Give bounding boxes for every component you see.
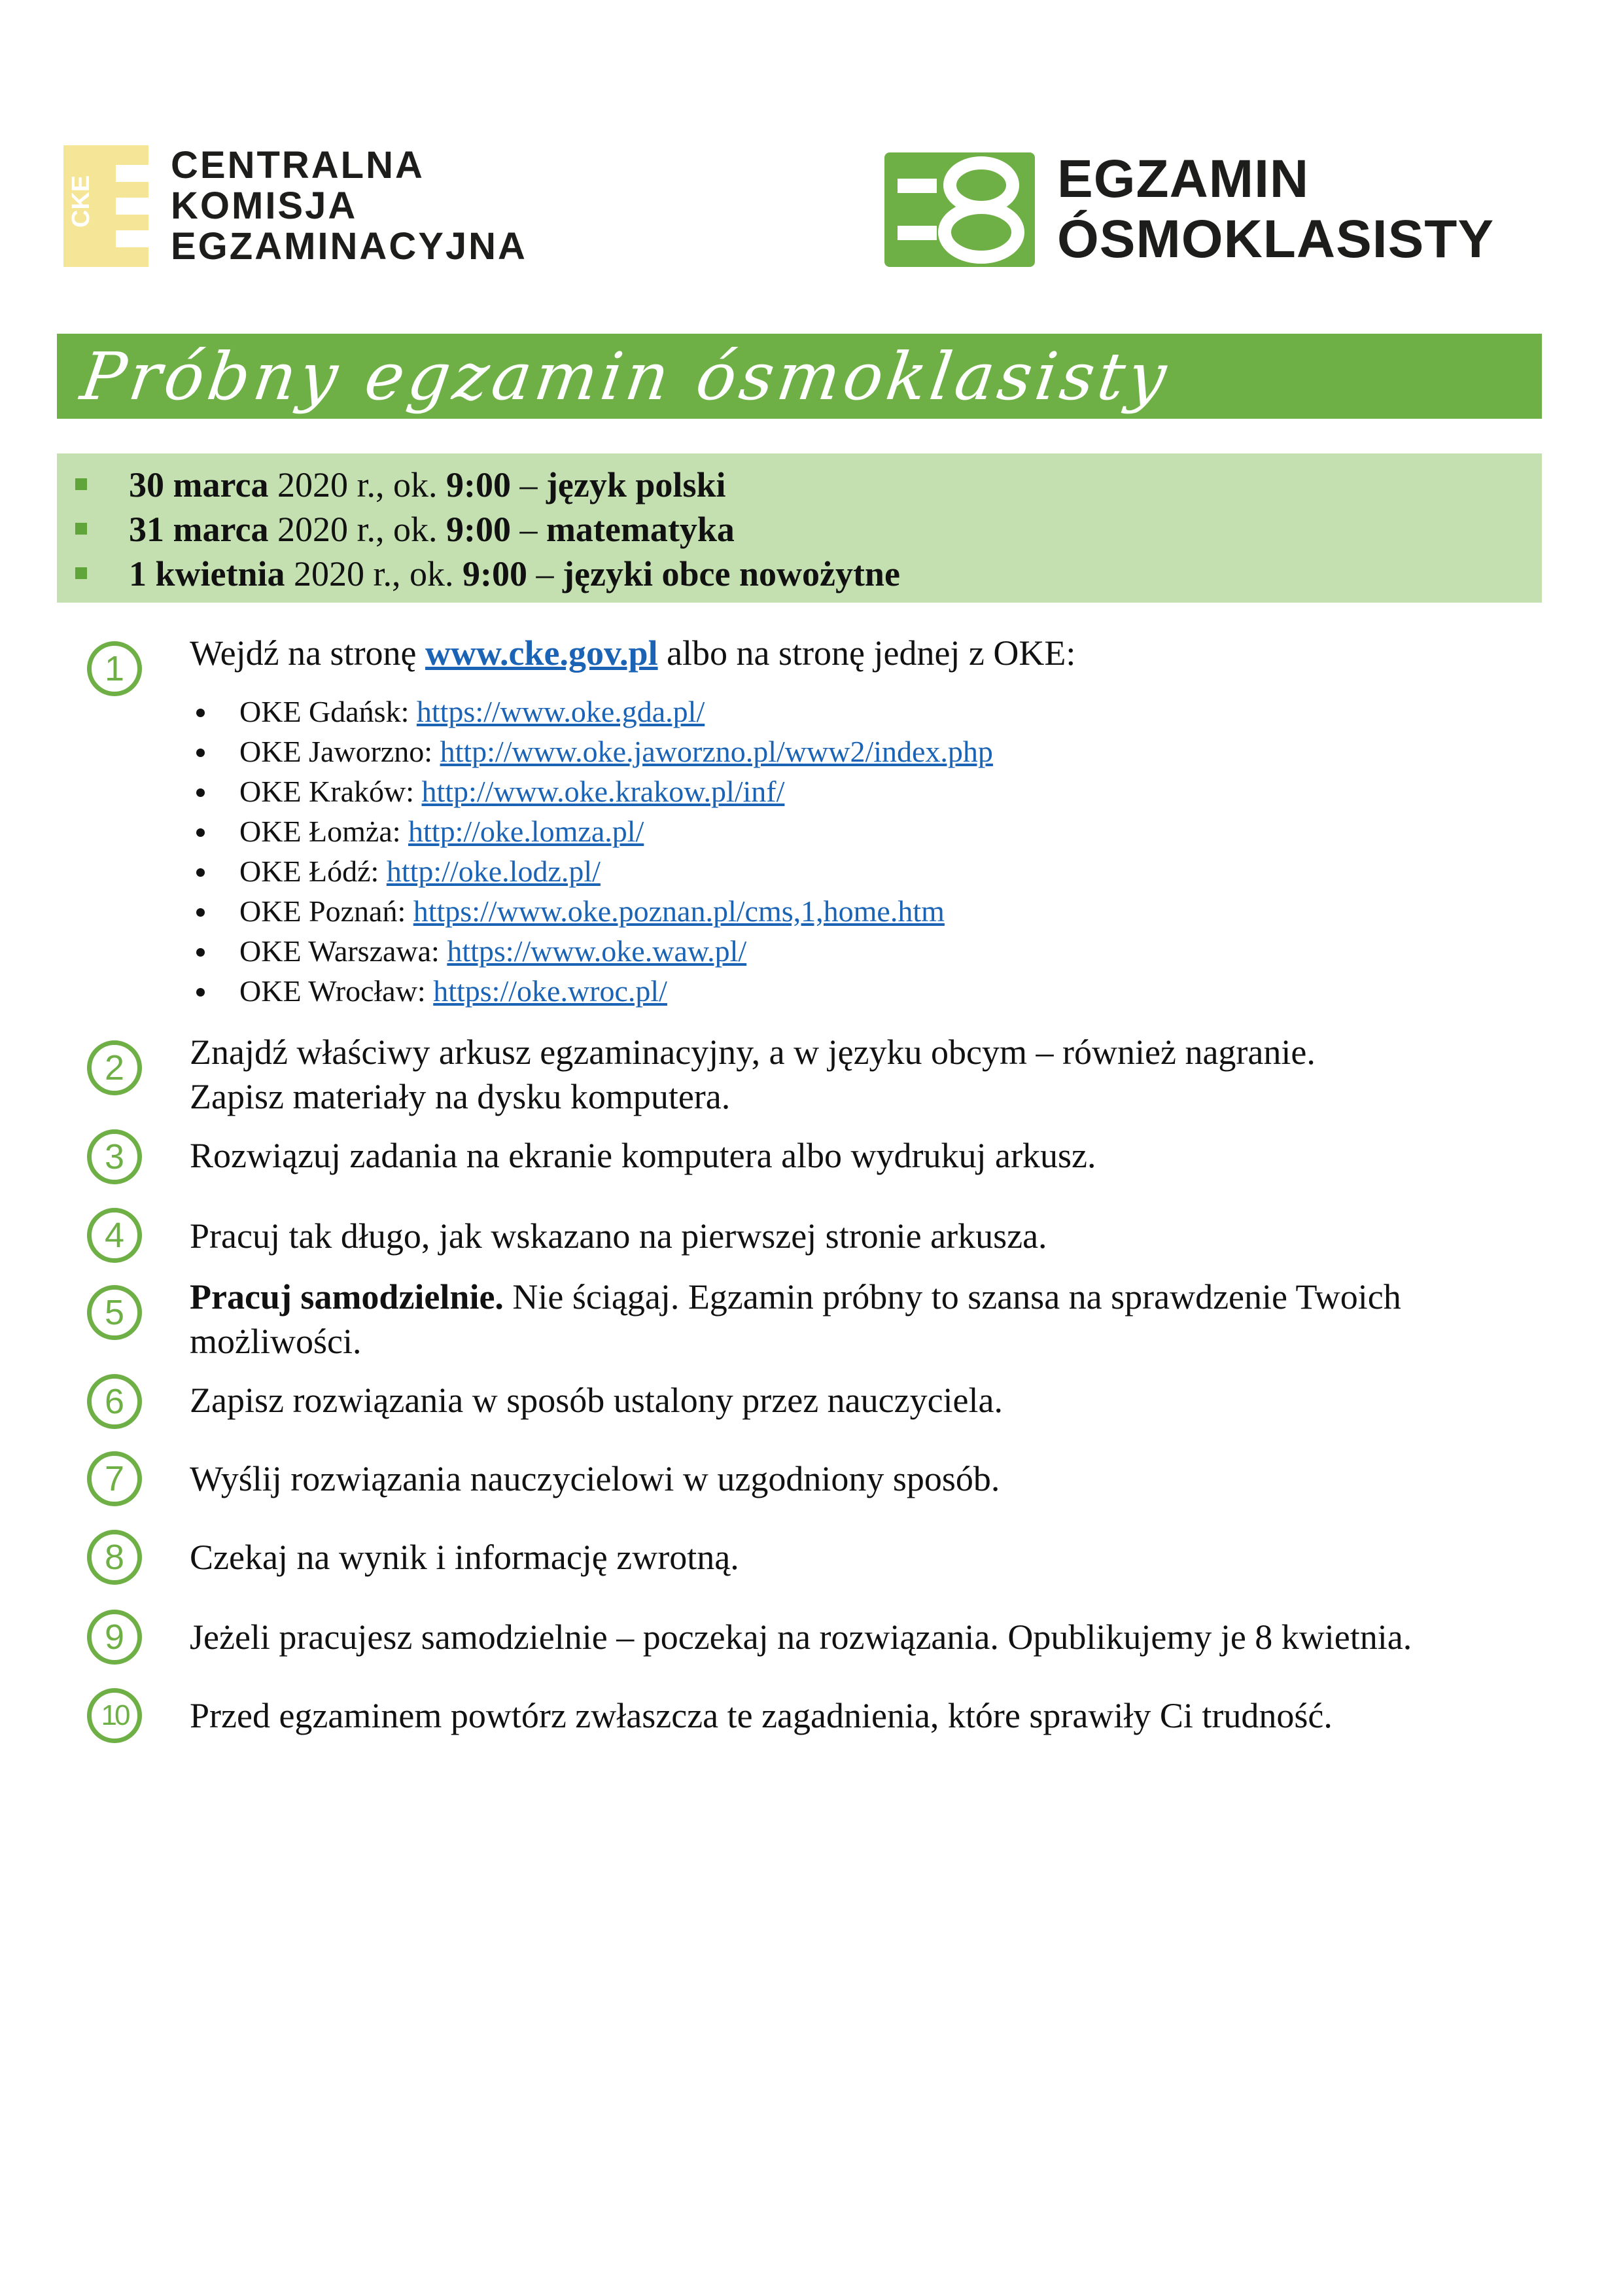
step-6: Zapisz rozwiązania w sposób ustalony przez nauczyciela.	[190, 1381, 1003, 1420]
list-item	[190, 811, 1433, 851]
cke-logo-mark	[63, 145, 148, 267]
oke-link[interactable]: https://www.oke.waw.pl/	[447, 934, 747, 968]
page-title: Próbny egzamin ósmoklasisty	[76, 338, 1175, 415]
list-item	[190, 931, 1433, 971]
step-1	[190, 631, 1537, 675]
step-number-1: 1	[87, 641, 142, 696]
bullet-icon	[196, 908, 205, 917]
cke-logo-text	[171, 145, 527, 267]
square-bullet-icon	[75, 567, 87, 579]
cke-line-2: KOMISJA	[171, 185, 358, 227]
e8-line-2: ÓSMOKLASISTY	[1057, 209, 1495, 269]
square-bullet-icon	[75, 523, 87, 535]
schedule-row	[129, 552, 1542, 596]
oke-name: OKE Wrocław:	[239, 974, 434, 1008]
schedule-year: 2020 r., ok.	[285, 554, 463, 593]
e8-line-1: EGZAMIN	[1057, 149, 1310, 209]
cke-logo	[63, 145, 527, 267]
list-item	[190, 732, 1433, 771]
e8-logo-text	[1057, 149, 1494, 270]
step-5-line-2: możliwości.	[190, 1322, 362, 1361]
cke-mark-text: CKE	[67, 175, 95, 228]
step-2-line-2: Zapisz materiały na dysku komputera.	[190, 1077, 731, 1116]
step-number-4: 4	[87, 1208, 142, 1263]
bullet-icon	[196, 749, 205, 757]
step-number-3: 3	[87, 1129, 142, 1184]
step-number-7: 7	[87, 1451, 142, 1506]
step-5-bold: Pracuj samodzielnie.	[190, 1277, 504, 1316]
schedule-row	[129, 507, 1542, 552]
schedule-time: 9:00	[445, 510, 511, 549]
step-number-9: 9	[87, 1610, 142, 1665]
step-3: Rozwiązuj zadania na ekranie komputera albo wydrukuj arkusz.	[190, 1136, 1096, 1175]
oke-link[interactable]: https://www.oke.gda.pl/	[416, 695, 705, 728]
exam-schedule	[57, 453, 1542, 603]
schedule-date: 30 marca	[129, 465, 269, 504]
step-5-line-1: Nie ściągaj. Egzamin próbny to szansa na sprawdzenie Twoich	[503, 1277, 1401, 1316]
oke-name: OKE Kraków:	[239, 775, 422, 808]
oke-name: OKE Poznań:	[239, 894, 413, 928]
step-number-8: 8	[87, 1530, 142, 1585]
bullet-icon	[196, 709, 205, 717]
e8-logo-mark	[884, 152, 1035, 267]
step-number-2: 2	[87, 1040, 142, 1095]
oke-name: OKE Jaworzno:	[239, 735, 440, 768]
cke-line-3: EGZAMINACYJNA	[171, 225, 527, 268]
oke-link[interactable]: http://www.oke.jaworzno.pl/www2/index.php	[440, 735, 993, 768]
e8-logo	[884, 150, 1494, 268]
schedule-subject: język polski	[546, 465, 726, 504]
schedule-sep: –	[527, 554, 563, 593]
schedule-sep: –	[510, 465, 546, 504]
step-9: Jeżeli pracujesz samodzielnie – poczekaj na rozwiązania. Opublikujemy je 8 kwietnia.	[190, 1617, 1412, 1657]
square-bullet-icon	[75, 478, 87, 490]
schedule-date: 1 kwietnia	[129, 554, 285, 593]
step-4: Pracuj tak długo, jak wskazano na pierwszej stronie arkusza.	[190, 1216, 1047, 1256]
bullet-icon	[196, 988, 205, 997]
oke-link[interactable]: http://oke.lomza.pl/	[408, 815, 644, 848]
schedule-time: 9:00	[462, 554, 528, 593]
oke-link[interactable]: https://www.oke.poznan.pl/cms,1,home.htm	[413, 894, 945, 928]
oke-list	[190, 692, 1433, 1011]
bullet-icon	[196, 948, 205, 957]
oke-name: OKE Łódź:	[239, 855, 387, 888]
step-number-5: 5	[87, 1285, 142, 1340]
step-1-post: albo na stronę jednej z OKE:	[657, 633, 1076, 673]
list-item	[190, 891, 1433, 931]
schedule-row	[129, 463, 1542, 507]
bullet-icon	[196, 788, 205, 797]
step-5	[190, 1275, 1537, 1364]
schedule-time: 9:00	[445, 465, 511, 504]
step-number-6: 6	[87, 1374, 142, 1429]
step-number-10: 10	[87, 1688, 142, 1743]
oke-name: OKE Łomża:	[239, 815, 409, 848]
oke-link[interactable]: http://oke.lodz.pl/	[386, 855, 601, 888]
step-8: Czekaj na wynik i informację zwrotną.	[190, 1538, 739, 1577]
oke-link[interactable]: http://www.oke.krakow.pl/inf/	[421, 775, 785, 808]
schedule-year: 2020 r., ok.	[268, 465, 446, 504]
schedule-date: 31 marca	[129, 510, 269, 549]
title-banner	[57, 334, 1542, 419]
list-item	[190, 851, 1433, 891]
list-item	[190, 692, 1433, 732]
oke-link[interactable]: https://oke.wroc.pl/	[433, 974, 667, 1008]
oke-name: OKE Warszawa:	[239, 934, 447, 968]
bullet-icon	[196, 868, 205, 877]
oke-name: OKE Gdańsk:	[239, 695, 417, 728]
cke-link[interactable]: www.cke.gov.pl	[425, 633, 658, 673]
cke-line-1: CENTRALNA	[171, 144, 425, 186]
schedule-subject: matematyka	[546, 510, 735, 549]
schedule-subject: języki obce nowożytne	[563, 554, 900, 593]
step-2	[190, 1030, 1537, 1119]
schedule-sep: –	[510, 510, 546, 549]
schedule-year: 2020 r., ok.	[268, 510, 446, 549]
step-7: Wyślij rozwiązania nauczycielowi w uzgodniony sposób.	[190, 1459, 1000, 1498]
bullet-icon	[196, 828, 205, 837]
list-item	[190, 971, 1433, 1011]
list-item	[190, 771, 1433, 811]
step-2-line-1: Znajdź właściwy arkusz egzaminacyjny, a w języku obcym – również nagranie.	[190, 1033, 1316, 1072]
step-1-pre: Wejdź na stronę	[190, 633, 426, 673]
step-10: Przed egzaminem powtórz zwłaszcza te zagadnienia, które sprawiły Ci trudność.	[190, 1696, 1333, 1735]
